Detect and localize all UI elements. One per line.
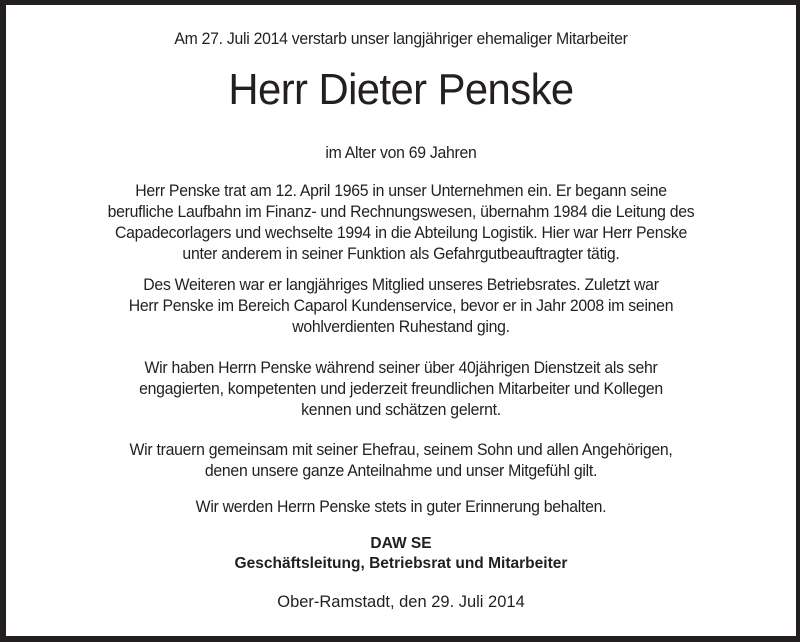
text-line: denen unsere ganze Anteilnahme und unser Mitgefühl gilt. <box>204 461 598 480</box>
paragraph-remembrance <box>34 496 769 517</box>
text-line: Wir trauern gemeinsam mit seiner Ehefrau, seinem Sohn und allen Angehörigen, <box>129 440 673 459</box>
text-line: Wir werden Herrn Penske stets in guter Erinnerung behalten. <box>195 497 607 516</box>
text-line: Wir haben Herrn Penske während seiner über 40jährigen Dienstzeit als sehr <box>144 358 658 377</box>
place-date: Ober-Ramstadt, den 29. Juli 2014 <box>277 592 525 611</box>
text-line: Herr Penske trat am 12. April 1965 in unser Unternehmen ein. Er begann seine <box>135 181 667 200</box>
text-line: Des Weiteren war er langjähriges Mitglied unseres Betriebsrates. Zuletzt war <box>143 275 659 294</box>
age-line: im Alter von 69 Jahren <box>325 143 477 162</box>
paragraph-condolence <box>34 439 769 481</box>
paragraph-career <box>34 180 769 264</box>
text-line: berufliche Laufbahn im Finanz- und Rechnungswesen, übernahm 1984 die Leitung des <box>107 202 695 221</box>
signature-group: Geschäftsleitung, Betriebsrat und Mitarbeiter <box>234 555 568 572</box>
intro-line: Am 27. Juli 2014 verstarb unser langjähriger ehemaliger Mitarbeiter <box>174 29 628 48</box>
text-line: engagierten, kompetenten und jederzeit freundlichen Mitarbeiter und Kollegen <box>139 379 663 398</box>
text-line: kennen und schätzen gelernt. <box>301 400 501 419</box>
paragraph-appreciation <box>34 357 769 420</box>
text-line: Herr Penske im Bereich Caparol Kundenservice, bevor er in Jahr 2008 im seinen <box>128 296 674 315</box>
text-line: Capadecorlagers und wechselte 1994 in die Abteilung Logistik. Hier war Herr Penske <box>114 223 688 242</box>
signature-company: DAW SE <box>370 535 432 552</box>
obituary-notice <box>6 5 796 636</box>
text-line: wohlverdienten Ruhestand ging. <box>292 317 510 336</box>
paragraph-works-council <box>34 274 769 337</box>
deceased-name: Herr Dieter Penske <box>228 65 574 114</box>
text-line: unter anderem in seiner Funktion als Gefahrgutbeauftragter tätig. <box>182 244 620 263</box>
